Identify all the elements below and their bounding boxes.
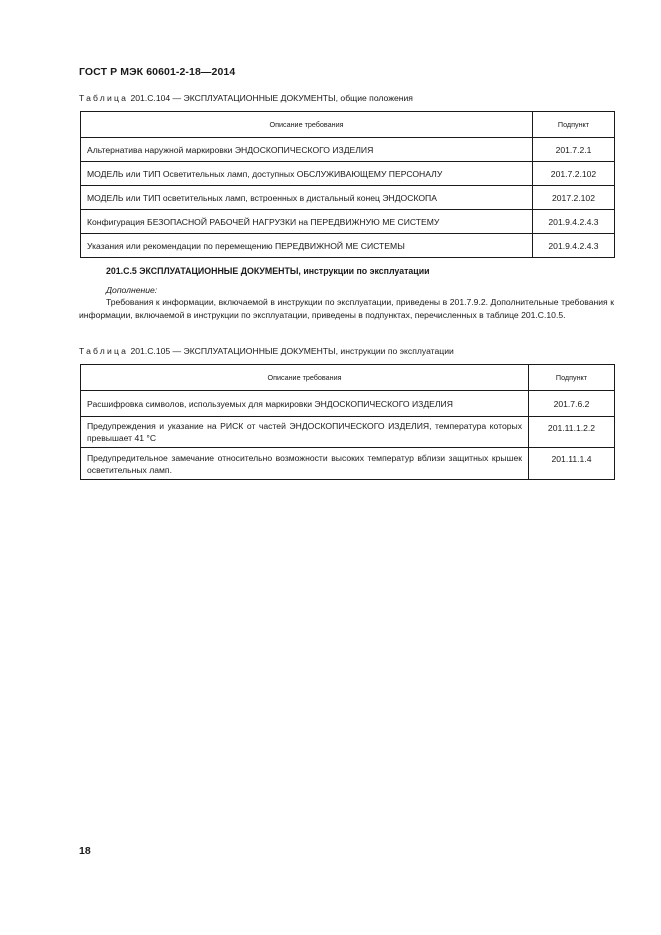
table-104	[80, 111, 615, 258]
subclause-number: 201.9.4.2.4.3	[533, 234, 615, 258]
table-105-caption-label: Таблица	[79, 346, 129, 356]
subclause-number: 2017.2.102	[533, 186, 615, 210]
subclause-number: 201.7.2.102	[533, 162, 615, 186]
addition-paragraph: Требования к информации, включаемой в инструкции по эксплуатации, приведены в 201.7.9.2. Дополнительные требования к информации, включаемой в инструкции по эксплуатации, приведены в подпунктах, перечисленных в таблице 201.С.10.5.	[79, 297, 614, 320]
table-row	[81, 234, 615, 258]
table-row	[81, 391, 615, 417]
column-header-description: Описание требования	[81, 365, 529, 391]
table-row	[81, 417, 615, 448]
table-row	[81, 186, 615, 210]
table-row	[81, 162, 615, 186]
subclause-number: 201.9.4.2.4.3	[533, 210, 615, 234]
table-row	[81, 138, 615, 162]
requirement-description: Конфигурация БЕЗОПАСНОЙ РАБОЧЕЙ НАГРУЗКИ на ПЕРЕДВИЖНУЮ МЕ СИСТЕМУ	[81, 210, 533, 234]
requirement-description: Предупредительное замечание относительно возможности высоких температур вблизи защитных крышек осветительных ламп.	[81, 448, 529, 480]
document-header: ГОСТ Р МЭК 60601-2-18—2014	[79, 66, 236, 78]
table-row	[81, 448, 615, 480]
requirement-description: Расшифровка символов, используемых для маркировки ЭНДОСКОПИЧЕСКОГО ИЗДЕЛИЯ	[81, 391, 529, 417]
column-header-description: Описание требования	[81, 112, 533, 138]
requirement-description: Альтернатива наружной маркировки ЭНДОСКОПИЧЕСКОГО ИЗДЕЛИЯ	[81, 138, 533, 162]
page-number: 18	[79, 845, 91, 857]
subclause-number: 201.11.1.4	[529, 448, 615, 480]
table-104-caption-label: Таблица	[79, 93, 129, 103]
table-header-row	[81, 112, 615, 138]
requirement-description: МОДЕЛЬ или ТИП осветительных ламп, встроенных в дистальный конец ЭНДОСКОПА	[81, 186, 533, 210]
requirement-description: Указания или рекомендации по перемещению ПЕРЕДВИЖНОЙ МЕ СИСТЕМЫ	[81, 234, 533, 258]
section-title: 201.С.5 ЭКСПЛУАТАЦИОННЫЕ ДОКУМЕНТЫ, инструкции по эксплуатации	[106, 266, 430, 276]
column-header-subclause: Подпункт	[533, 112, 615, 138]
table-104-caption-text: 201.С.104 — ЭКСПЛУАТАЦИОННЫЕ ДОКУМЕНТЫ, общие положения	[128, 93, 413, 103]
requirement-description: Предупреждения и указание на РИСК от частей ЭНДОСКОПИЧЕСКОГО ИЗДЕЛИЯ, температура которых превышает 41 °С	[81, 417, 529, 448]
table-row	[81, 210, 615, 234]
subclause-number: 201.11.1.2.2	[529, 417, 615, 448]
subclause-number: 201.7.6.2	[529, 391, 615, 417]
table-104-caption	[79, 93, 413, 103]
table-105-caption-text: 201.С.105 — ЭКСПЛУАТАЦИОННЫЕ ДОКУМЕНТЫ, инструкции по эксплуатации	[128, 346, 454, 356]
table-header-row	[81, 365, 615, 391]
addition-label: Дополнение:	[106, 285, 158, 295]
subclause-number: 201.7.2.1	[533, 138, 615, 162]
requirement-description: МОДЕЛЬ или ТИП Осветительных ламп, доступных ОБСЛУЖИВАЮЩЕМУ ПЕРСОНАЛУ	[81, 162, 533, 186]
table-105-caption	[79, 346, 454, 356]
table-105	[80, 364, 615, 480]
column-header-subclause: Подпункт	[529, 365, 615, 391]
